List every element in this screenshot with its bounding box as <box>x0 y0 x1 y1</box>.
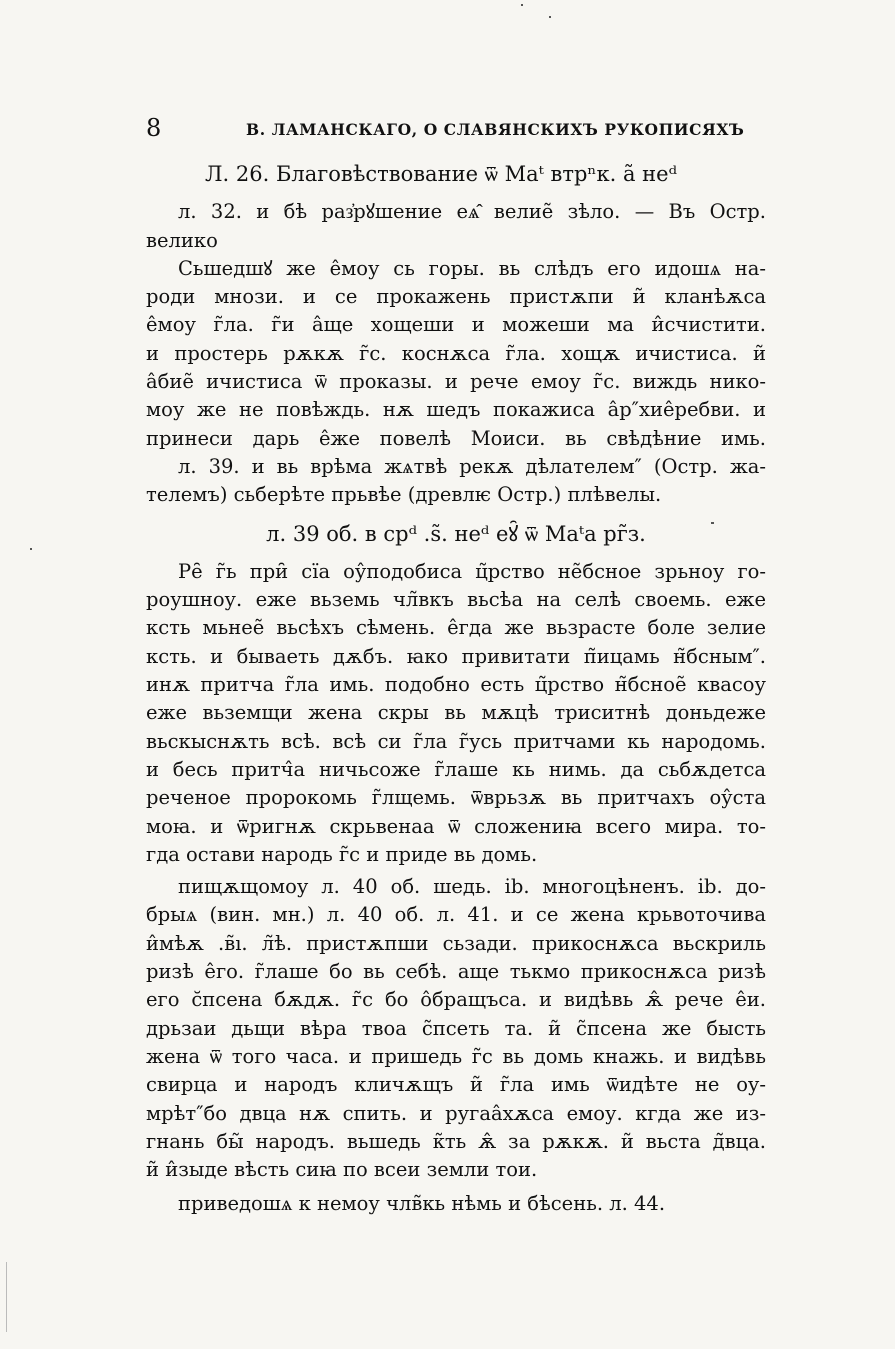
text-line: жена ѿ того часа. и пришедь г̃с вь домь кнажь. и видѣвь <box>146 1044 766 1068</box>
text-line: вьскыснѫть всѣ. всѣ си г̃ла г̃усь притчами кь народомь. <box>146 729 766 753</box>
text-line: ксть мьнее̃ вьсѣхъ сѣмень. е̂гда же вьзрасте боле зелие <box>146 616 766 640</box>
text-line: реченое пророкомь г̃лщемь. ѿврьзѫ вь притчахъ оу̂ста <box>146 786 766 810</box>
text-line: л. 32. и бѣ раз҆рꙋшение еѧ̂ велие̃ зѣло. — Въ Остр. <box>178 200 766 224</box>
text-line: еже вьземщи жена скры вь мѫцѣ триситнѣ доньдеже <box>146 701 766 725</box>
scan-speck <box>30 548 32 550</box>
text-line: гда остави народь г̃с и приде вь домь. <box>146 842 538 866</box>
text-line: свирца и народъ кличѫщъ и̃ г̃ла имь ѿидѣте не оу- <box>146 1073 766 1097</box>
text-line: его с̆псена бѫдѫ. г̃с бо о̂бращъса. и видѣвь ѫ̂ рече е̂и. <box>146 988 766 1012</box>
text-line: брыѧ (вин. мн.) л. 40 об. л. 41. и се жена крьвоточива <box>146 903 766 927</box>
text-line: и̂мѣѫ .в̃ı. л̃ѣ. пристѫпши сьзади. прикоснѫса вьскриль <box>146 931 766 955</box>
scan-speck <box>521 4 523 6</box>
text-line: е̂моу г̃ла. г̃и а̂ще хощеши и можеши ма и̂счистити. <box>146 313 766 337</box>
text-line: телемъ) сьберѣте прьвѣе (древлѥ Остр.) плѣвелы. <box>146 483 662 507</box>
text-line: и простерь рѫкѫ г̃с. коснѫса г̃ла. хощѫ ичистиса. и̃ <box>146 341 766 365</box>
text-line: Ре̑ г̃ь при̑ сїа оу̂подобиса ц̃рство не̃бсное зрьноу го- <box>178 559 766 583</box>
section-heading: л. 39 об. в срᵈ .ѕ̃. неᵈ еꙋ̑ ѿ Маᵗа рг̃з. <box>266 521 646 546</box>
page-header <box>146 114 766 144</box>
text-line: ризѣ е̂го. г̃лаше бо вь себѣ. аще тькмо прикоснѫса ризѣ <box>146 960 766 984</box>
text-line: а̂бие̃ ичистиса ѿ проказы. и рече емоу г̃с. виждь нико- <box>146 370 766 394</box>
scan-speck <box>549 16 551 18</box>
scan-edge-line <box>6 1262 7 1332</box>
text-line: роди мнози. и се прокажень пристѫпи и̃ кланѣѫса <box>146 285 766 309</box>
text-line: велико <box>146 228 218 252</box>
text-line: и̃ и̂зыде вѣсть сиꙗ по всеи земли тои. <box>146 1158 538 1182</box>
scan-speck <box>711 522 714 524</box>
text-line: ксть. и бываеть дѫбъ. ꙗко привитати п̃ицамь н̃бсным″. <box>146 644 766 668</box>
text-line: л. 39. и вь врѣма жѧтвѣ рекѫ дѣлателем″ (Остр. жа- <box>178 454 766 478</box>
text-line: моу же не повѣждь. нѫ шедъ покажиса а̂р″хие̂ребви. и <box>146 398 766 422</box>
text-line: инѫ притча г̃ла имь. подобно есть ц̃рство н̃бсное̃ квасоу <box>146 673 766 697</box>
text-line: принеси дарь е̂же повелѣ Моиси. вь свѣдѣние имь. <box>146 426 766 450</box>
text-line: роушноу. еже вьземь чл̃вкъ вьсѣа на селѣ своемь. еже <box>146 588 766 612</box>
text-line: гнань бы̃ народъ. вьшедь к̃ть ѫ̂ за рѫкѫ. и̃ вьста д̃вца. <box>146 1129 766 1153</box>
running-title: В. ЛАМАНСКАГО, О СЛАВЯНСКИХЪ РУКОПИСЯХЪ <box>246 120 745 139</box>
text-line: дрьзаи дьщи вѣра твоа с̃псеть та. и̃ с̃псена же бысть <box>146 1016 766 1040</box>
text-line: моꙗ. и ѿригнѫ скрьвенаа ѿ сложениꙗ всего мира. то- <box>146 814 766 838</box>
text-line: и бесь притч̂а ничьсоже г̃лаше кь нимь. да сьбѫдетса <box>146 757 766 781</box>
text-line: мрѣт″бо двца нѫ спить. и ругаа̂хѫса емоу. кгда же из- <box>146 1101 766 1125</box>
body-text <box>146 160 766 1219</box>
section-heading: Л. 26. Благовѣствование ѿ Маᵗ втрⁿк. а̃ неᵈ <box>205 162 677 186</box>
page-number: 8 <box>146 114 162 142</box>
text-line: пищѫщомоу л. 40 об. шедь. ib. многоцѣненъ. ib. до- <box>178 875 766 899</box>
text-line: приведошѧ к немоу члв̃кь нѣмь и бѣсень. л. 44. <box>178 1192 666 1216</box>
text-line: Сьшедшꙋ же е̂моу сь горы. вь слѣдъ его идошѧ на- <box>178 256 766 280</box>
